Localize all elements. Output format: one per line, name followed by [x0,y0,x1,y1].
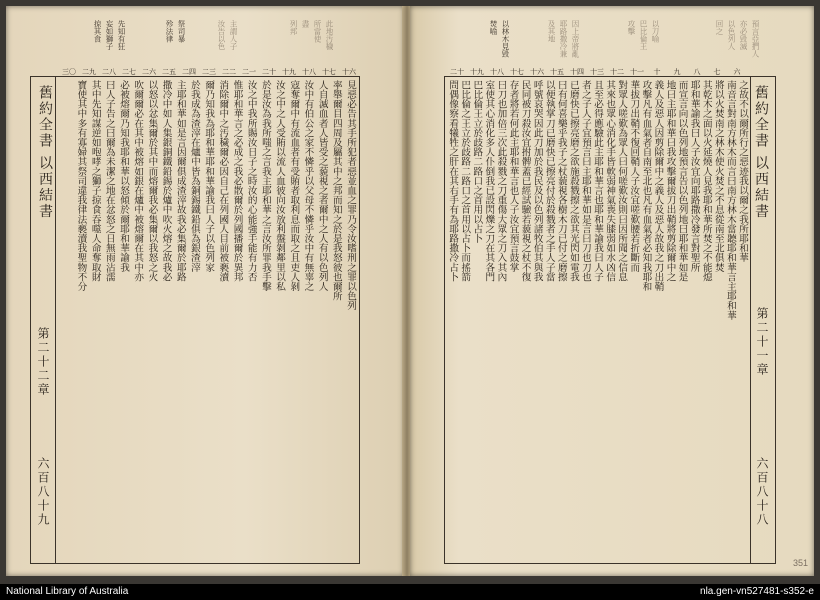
text-column: 華拔刀出鞘不復回鞘人子汝宜嗟歎腰若折斷而 [628,80,640,272]
text-column: 巴比倫之王立於歧路二路口之首用以占卜而搖箭 [459,80,471,282]
text-column: 寶使其中多有寡婦其祭司違我律法褻瀆我聖物不分 [75,80,87,292]
margin-note-line: 以刀喻 [651,20,660,43]
column-number: 十七 [510,68,524,76]
text-column: 吹爾爾必在其中被熔如銀在爐中被熔爾在其中亦 [132,80,144,282]
text-column: 義人及惡人因剪除爾中之義人及惡人故我之刀出鞘 [652,80,664,292]
text-column: 巴比倫王立於歧路二路口之首用以占卜 [471,80,483,244]
text-column: 爾乃知我為耶和華耶和華諭我曰人子以色列家 [203,80,215,272]
column-number: 二二 [222,68,236,76]
margin-note-line: 預言亞捫人 [751,20,760,58]
margin-note-line: 攻擊 [627,20,636,35]
text-column: 於是汝為我所嗤之言我主耶和華之言汝所罪我手擊 [259,80,271,292]
margin-note-group [600,20,660,74]
text-column: 必被熔爾乃知我耶和華以怒傾於爾耶和華諭我 [118,80,129,272]
text-column: 問偶像察看犧牲之肝在其右手有為耶路撒冷占卜 [447,80,459,282]
column-numbers [59,67,359,77]
column-number: 十七 [322,68,336,76]
margin-note-line: 主謂人子 [229,20,238,50]
text-column: 曰刀也加倍三次此殺戮之刀重傷大眾之刀入其內 [495,80,507,282]
column-number: 三〇 [62,68,76,76]
margin-note-line: 回之 [715,20,724,35]
text-column: 且至必得應驗此主耶和華言也耶和華諭我曰人子 [592,80,604,282]
right-text-area [447,77,749,563]
column-number: 十二 [610,68,624,76]
page-number: 六百八十八 [755,457,769,527]
library-credit: National Library of Australia [6,586,129,597]
image-identifier: nla.gen-vn527481-s352-e [700,586,814,597]
margin-note-line: 掠其食 [93,20,102,43]
column-number: 二七 [122,68,136,76]
text-column: 攻擊凡有血氣者自南至北也凡有血氣者必知我耶和 [640,80,652,292]
margin-note-line: 先知有狂 [117,20,126,50]
catalog-number: 351 [792,558,808,568]
column-number: 十九 [470,68,484,76]
column-number: 八 [693,68,701,76]
column-number: 十五 [550,68,564,76]
column-number: 二八 [102,68,116,76]
text-column: 汝之中我所賜汝日子之時汝的心能強手能有力否 [245,80,257,282]
text-column: 見惡必告其手所犯者惡並血之罪乃令汝嗜刑之罪以色列 [345,80,356,311]
column-number: 二六 [142,68,156,76]
margin-note-line: 祭司暴 [177,20,186,43]
text-column: 主耶和華如是言因爾俱成渣滓故我必集爾於耶路 [174,80,186,282]
column-number: 十八 [302,68,316,76]
column-number: 九 [673,68,681,76]
text-column: 存者將若何此主耶和華言也人子汝宜預言鼓掌 [507,80,519,272]
text-column: 率舉爾目四周及屬其中之邦而知之於是我怒彼也爾所 [330,80,342,301]
text-column: 南音言對南方林木而言曰南方林木當聽耶和華言主耶和華 [724,80,736,320]
text-column: 以怒以忿集爾於其中而熔爾我必集爾以我怒之火 [146,80,158,282]
page-number: 六百八十九 [36,457,50,527]
text-column: 惟耶和華言之必成之我必散爾於列國播爾於異邦 [231,80,243,282]
margin-note-line: 所當使 [313,20,322,43]
margin-note-line: 因上帝將亂 [571,20,580,58]
running-title: 舊約全書 以西結書 [753,85,769,220]
text-column: 汝中有伯公之家不憐乎以父母不憐乎汝中有無辜之 [302,80,314,292]
left-text-area [59,77,357,563]
text-column: 以便執掌刀已磨快已擦亮付於殺戮者之手人子當 [543,80,555,282]
margin-note-group [264,20,334,74]
right-margin-column [750,77,775,563]
column-number: 十 [653,68,661,76]
text-column: 呼號哀哭因此刀加於我民及以色列諸牧伯其與我 [531,80,543,282]
column-number: 十六 [342,68,356,76]
margin-note-group [66,20,126,74]
margin-note-group [450,20,510,74]
column-numbers [447,67,747,77]
left-text-frame [30,68,360,564]
column-number: 二四 [182,68,196,76]
text-column: 對眾人嗟歎為眾人曰何嗟歎汝則曰因所聞之信息 [616,80,628,282]
chapter-label: 第二十二章 [36,327,50,397]
text-column: 其乾木之面以火延燒人見我耶和華所焚之不能熄 [700,80,712,282]
text-column: 寇奪爾中有流血者有受賄者取利息而取之且吏人剝 [288,80,300,292]
text-column: 於我成為渣滓在爐中皆為銅錫鐵鉛俱為銀渣滓 [188,80,200,272]
column-number: 十八 [490,68,504,76]
margin-note-line: 盡 [301,20,310,28]
margin-note-line: 以林木見毀 [501,20,510,58]
chapter-label: 第二十一章 [755,307,769,377]
margin-note-group [530,20,580,74]
column-number: 十三 [590,68,604,76]
text-column: 消除爾中之汚穢爾必因自己在列國人目前被褻瀆 [217,80,229,282]
column-number: 二三 [202,68,216,76]
text-column: 汝之中之人受賄以流人血彼向汝放利盤剝鄰里以私 [274,80,286,292]
margin-note-line: 及其地 [547,20,556,43]
text-column: 地曰主耶和華曰我攻擊爾拔刀出鞘將剪除爾中之 [664,80,676,282]
margin-note-line: 巴比倫王 [639,20,648,50]
left-page [6,6,404,576]
footer-bar [0,584,820,600]
margin-note-line: 耶路撒冷兼 [559,20,568,58]
column-number: 二十 [262,68,276,76]
column-number: 十四 [570,68,584,76]
column-number: 十一 [630,68,644,76]
text-column: 民同被刀殺汝宜拊髀蓋已經試驗若藐視之杖不復 [519,80,531,282]
margin-note-line: 亦必毀滅 [739,20,748,50]
text-column: 其來也眾心消化手皆軟弱神氣喪失膝弱如水凶信 [604,80,616,282]
margin-note-group [198,20,238,74]
column-number: 十六 [530,68,544,76]
text-column: 曰有何喜樂乎我子之杖藐視各樹木刀已付之磨擦 [555,80,567,282]
text-column: 曰人子告之曰爾為未潔之地在忿怒之日無雨沾濡 [103,80,115,282]
margin-note-line: 殄法律 [165,20,174,43]
column-number: 二九 [82,68,96,76]
right-page [410,6,814,576]
margin-note-line: 以色列人 [727,20,736,50]
column-number: 二十 [450,68,464,76]
text-column: 之故不以爾所行之惡迹我以爾之我所耶和華 [737,80,748,263]
text-column: 已磨快已擦亮磨之欲施殺戮擦之欲其光閃如電我 [567,80,579,282]
text-column: 人自滅血者人皆受之藐視之者爾中之人有以色列人 [316,80,328,292]
left-margin-column [31,77,56,563]
text-column: 耶和華諭我曰人子汝宜向耶路撒冷發言對聖所 [688,80,700,272]
text-column: 其中先知謀逆如咆哮之獅子掠食吞噬人命奪取財 [89,80,101,282]
text-column: 而宣言向以色列地預言告以色列地曰耶和華如是 [676,80,688,282]
margin-note-line: 妄如獅子 [105,20,114,50]
margin-note-group [146,20,186,74]
margin-note-line: 焚喻 [489,20,498,35]
text-column: 撒冷中如人集銀銅鐵鉛錫於爐中吹火熔之故我必 [160,80,172,282]
right-text-frame [444,68,776,564]
column-number: 六 [733,68,741,76]
column-number: 二五 [162,68,176,76]
margin-note-group [690,20,760,74]
column-number: 七 [713,68,721,76]
margin-note-line: 列邦 [289,20,298,35]
text-column: 將以火焚南之林木使火焚之不息從南至北俱焚 [712,80,724,272]
text-column: 者之子人子宜預言曰主耶和華如是言曰刀也刀也 [579,80,591,282]
text-column: 室使其心消化多人仆倒我已設閃爍之刀在其各門 [483,80,495,282]
running-title: 舊約全書 以西結書 [37,85,53,220]
column-number: 十九 [282,68,296,76]
margin-note-line: 汝告以色 [217,20,226,50]
margin-note-line: 此地汚穢 [325,20,334,50]
column-number: 二一 [242,68,256,76]
